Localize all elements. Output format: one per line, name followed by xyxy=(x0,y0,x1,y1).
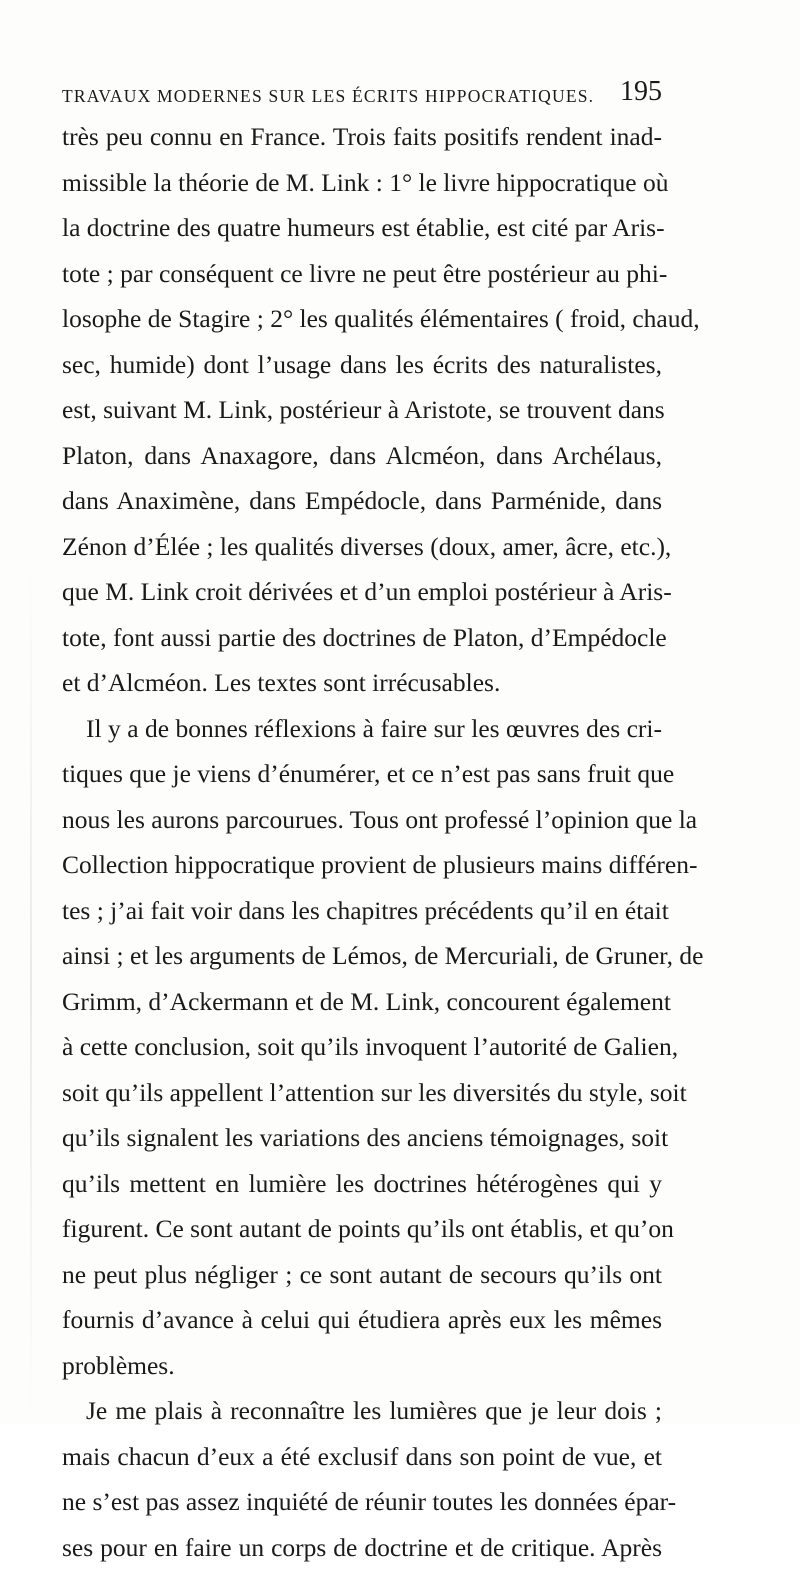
text-line-31: ne s’est pas assez inquiété de réunir toutes les données épar- xyxy=(62,1479,662,1525)
text-line-11: que M. Link croit dérivées et d’un emploi postérieur à Aris- xyxy=(62,569,662,615)
text-line-21: à cette conclusion, soit qu’ils invoquent l’autorité de Galien, xyxy=(62,1024,662,1070)
text-line-10: Zénon d’Élée ; les qualités diverses (doux, amer, âcre, etc.), xyxy=(62,524,662,570)
page-number: 195 xyxy=(620,76,662,108)
text-line-6: sec, humide) dont l’usage dans les écrits des naturalistes, xyxy=(62,342,662,388)
text-line-14: Il y a de bonnes réflexions à faire sur les œuvres des cri- xyxy=(62,706,662,752)
text-line-7: est, suivant M. Link, postérieur à Aristote, se trouvent dans xyxy=(62,387,662,433)
text-line-8: Platon, dans Anaxagore, dans Alcméon, dans Archélaus, xyxy=(62,433,662,479)
text-line-1: très peu connu en France. Trois faits positifs rendent inad- xyxy=(62,114,662,160)
text-line-3: la doctrine des quatre humeurs est établie, est cité par Aris- xyxy=(62,205,662,251)
text-line-5: losophe de Stagire ; 2° les qualités élémentaires ( froid, chaud, xyxy=(62,296,662,342)
text-line-15: tiques que je viens d’énumérer, et ce n’est pas sans fruit que xyxy=(62,751,662,797)
running-title: TRAVAUX MODERNES SUR LES ÉCRITS HIPPOCRATIQUES. xyxy=(62,86,594,107)
text-line-19: ainsi ; et les arguments de Lémos, de Mercuriali, de Gruner, de xyxy=(62,933,662,979)
text-line-22: soit qu’ils appellent l’attention sur les diversités du style, soit xyxy=(62,1070,662,1116)
body-text xyxy=(62,114,662,1570)
text-line-26: ne peut plus négliger ; ce sont autant de secours qu’ils ont xyxy=(62,1252,662,1298)
text-line-27: fournis d’avance à celui qui étudiera après eux les mêmes xyxy=(62,1297,662,1343)
text-line-4: tote ; par conséquent ce livre ne peut être postérieur au phi- xyxy=(62,251,662,297)
page-gutter-shadow xyxy=(30,560,32,1420)
text-line-13: et d’Alcméon. Les textes sont irrécusables. xyxy=(62,660,662,706)
text-line-32: ses pour en faire un corps de doctrine et de critique. Après xyxy=(62,1525,662,1570)
text-line-16: nous les aurons parcourues. Tous ont professé l’opinion que la xyxy=(62,797,662,843)
text-line-12: tote, font aussi partie des doctrines de Platon, d’Empédocle xyxy=(62,615,662,661)
text-line-23: qu’ils signalent les variations des anciens témoignages, soit xyxy=(62,1115,662,1161)
text-line-17: Collection hippocratique provient de plusieurs mains différen- xyxy=(62,842,662,888)
running-header xyxy=(62,72,662,112)
text-line-18: tes ; j’ai fait voir dans les chapitres précédents qu’il en était xyxy=(62,888,662,934)
text-line-29: Je me plais à reconnaître les lumières que je leur dois ; xyxy=(62,1388,662,1434)
text-line-2: missible la théorie de M. Link : 1° le livre hippocratique où xyxy=(62,160,662,206)
text-line-25: figurent. Ce sont autant de points qu’ils ont établis, et qu’on xyxy=(62,1206,662,1252)
text-line-28: problèmes. xyxy=(62,1343,662,1389)
text-line-24: qu’ils mettent en lumière les doctrines hétérogènes qui y xyxy=(62,1161,662,1207)
text-line-20: Grimm, d’Ackermann et de M. Link, concourent également xyxy=(62,979,662,1025)
text-line-9: dans Anaximène, dans Empédocle, dans Parménide, dans xyxy=(62,478,662,524)
text-line-30: mais chacun d’eux a été exclusif dans son point de vue, et xyxy=(62,1434,662,1480)
